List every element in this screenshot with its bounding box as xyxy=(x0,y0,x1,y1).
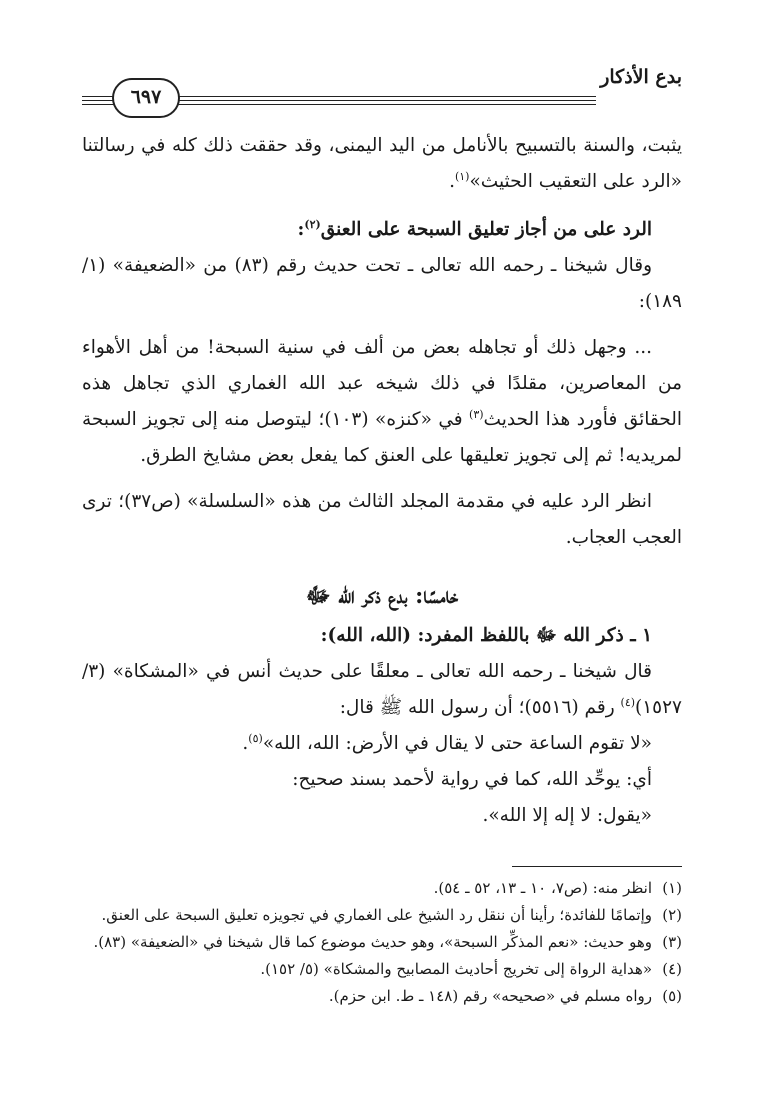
footnote xyxy=(82,929,682,956)
subheading: الرد على من أجاز تعليق السبحة على العنق$^{(٢)}$: xyxy=(297,217,652,240)
footnote-ref: (٢) xyxy=(304,217,321,231)
page-number: ٦٩٧ xyxy=(112,78,180,118)
footnote-number: (٤) xyxy=(662,960,682,978)
paragraph: يثبت، والسنة بالتسبيح بالأنامل من اليد اليمنى، وقد حققت ذلك كله في رسالتنا «الرد على التعقيب الحثيث»$^{(١)}$. xyxy=(82,135,682,192)
footnote-number: (٢) xyxy=(662,906,682,924)
footnote-text: «هداية الرواة إلى تخريج أحاديث المصابيح والمشكاة» (٥/ ١٥٢). xyxy=(260,960,652,978)
book-page xyxy=(82,58,682,1010)
running-title: بدع الأذكار xyxy=(600,66,682,88)
paragraph: أي: يوحِّد الله، كما في رواية لأحمد بسند صحيح: xyxy=(292,769,652,790)
footnote xyxy=(82,983,682,1010)
hadith-quote: «لا تقوم الساعة حتى لا يقال في الأرض: الله، الله»$^{(٥)}$. xyxy=(242,731,652,754)
footnote-ref: (٤) xyxy=(620,695,636,709)
footnote xyxy=(82,875,682,902)
footnote-text: وهو حديث: «نعم المذكِّر السبحة»، وهو حديث موضوع كما قال شيخنا في «الضعيفة» (٨٣). xyxy=(93,933,652,951)
footnote-ref: (١) xyxy=(454,169,470,183)
section-title: خامسًا: بدع ذكر الله ﷻ xyxy=(305,583,459,609)
paragraph: وقال شيخنا ـ رحمه الله تعالى ـ تحت حديث رقم (٨٣) من «الضعيفة» (١/ ١٨٩): xyxy=(82,255,682,312)
body-text xyxy=(82,128,682,834)
footnote-number: (١) xyxy=(662,879,682,897)
footnote-ref: (٥) xyxy=(248,731,263,745)
footnote-text: رواه مسلم في «صحيحه» رقم (١٤٨ ـ ط. ابن حزم). xyxy=(328,987,652,1005)
paragraph: ... وجهل ذلك أو تجاهله بعض من ألف في سنية السبحة! من أهل الأهواء من المعاصرين، مقلدًا في ذلك شيخه عبد الله الغماري الذي تجاهل هذه الحقائق فأورد هذا الحديث$^{(٣)}$ في «كنزه» (١٠٣)؛ ليتوصل منه إلى تجويز السبحة لمريديه! ثم إلى تجويز تعليقها على العنق كما يفعل بعض مشايخ الطرق. xyxy=(82,337,682,466)
subheading: ١ ـ ذكر الله ﷻ باللفظ المفرد: (الله، الله): xyxy=(320,625,652,646)
page-header xyxy=(82,58,682,114)
footnotes xyxy=(82,875,682,1010)
footnote-text: انظر منه: (ص٧، ١٠ ـ ١٣، ٥٢ ـ ٥٤). xyxy=(433,879,652,897)
paragraph: قال شيخنا ـ رحمه الله تعالى ـ معلقًا على حديث أنس في «المشكاة» (٣/ ١٥٢٧)$^{(٤)}$ رقم (٥٥١٦)؛ أن رسول الله ﷺ قال: xyxy=(82,661,682,718)
footnote xyxy=(82,956,682,983)
footnote-ref: (٣) xyxy=(469,407,484,421)
paragraph: انظر الرد عليه في مقدمة المجلد الثالث من هذه «السلسلة» (ص٣٧)؛ ترى العجب العجاب. xyxy=(82,491,682,548)
footnote-text: وإتمامًا للفائدة؛ رأينا أن ننقل رد الشيخ على الغماري في تجويزه تعليق السبحة على العنق. xyxy=(101,906,652,924)
footnote-number: (٥) xyxy=(662,987,682,1005)
hadith-quote: «يقول: لا إله إلا الله». xyxy=(482,805,652,826)
footnote-divider xyxy=(512,866,682,867)
footnote-number: (٣) xyxy=(662,933,682,951)
footnote xyxy=(82,902,682,929)
